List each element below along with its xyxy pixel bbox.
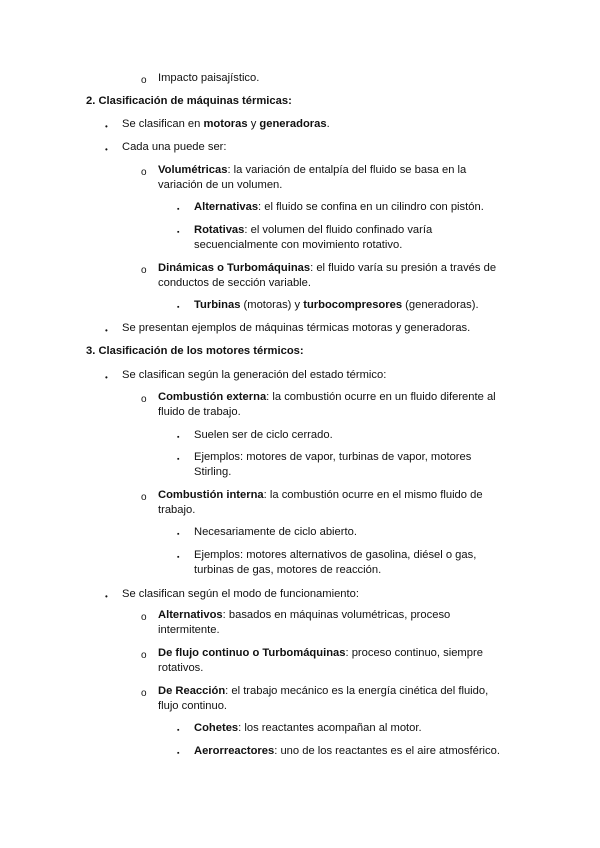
list-item-continuation: flujo continuo. [158,700,228,712]
section-heading-2: 2. Clasificación de máquinas térmicas: [86,95,292,107]
bullet-square: ▪ [177,531,180,538]
list-item: Se clasifican según el modo de funcionamiento: [122,588,359,600]
list-item: Volumétricas: la variación de entalpía del fluido se basa en la [158,164,467,176]
list-item: Alternativos: basados en máquinas volumétricas, proceso [158,609,451,621]
bullet-circle: o [141,688,147,699]
list-item: Se clasifican según la generación del estado térmico: [122,369,387,381]
bullet-circle: o [141,394,147,405]
bullet-square: ▪ [177,727,180,734]
bullet-square: ▪ [177,434,180,441]
bullet-disc: • [105,592,108,601]
list-item-continuation: secuencialmente con movimiento rotativo. [194,239,403,251]
bullet-square: ▪ [177,206,180,213]
bullet-square: ▪ [177,229,180,236]
bullet-circle: o [141,75,147,86]
bullet-disc: • [105,373,108,382]
bullet-disc: • [105,145,108,154]
list-item: Ejemplos: motores alternativos de gasolina, diésel o gas, [194,549,477,561]
list-item: Combustión interna: la combustión ocurre en el mismo fluido de [158,489,483,501]
list-item: Rotativas: el volumen del fluido confinado varía [194,224,433,236]
section-heading-3: 3. Clasificación de los motores térmicos: [86,345,304,357]
bullet-circle: o [141,612,147,623]
list-item: Se presentan ejemplos de máquinas térmicas motoras y generadoras. [122,322,471,334]
list-item-continuation: intermitente. [158,624,220,636]
bullet-circle: o [141,265,147,276]
list-item: Cada una puede ser: [122,141,227,153]
list-item: Aerorreactores: uno de los reactantes es el aire atmosférico. [194,745,500,757]
list-item: Necesariamente de ciclo abierto. [194,526,357,538]
list-item-continuation: fluido de trabajo. [158,406,241,418]
list-item: Turbinas (motoras) y turbocompresores (generadoras). [194,299,479,311]
list-item: Cohetes: los reactantes acompañan al motor. [194,722,422,734]
list-item-continuation: Stirling. [194,466,232,478]
bullet-square: ▪ [177,750,180,757]
bullet-square: ▪ [177,456,180,463]
list-item-continuation: rotativos. [158,662,204,674]
bullet-circle: o [141,492,147,503]
bullet-disc: • [105,326,108,335]
bullet-square: ▪ [177,304,180,311]
list-item: Dinámicas o Turbomáquinas: el fluido varía su presión a través de [158,262,497,274]
bullet-circle: o [141,167,147,178]
list-item-continuation: variación de un volumen. [158,179,283,191]
bullet-square: ▪ [177,554,180,561]
list-item-continuation: turbinas de gas, motores de reacción. [194,564,382,576]
list-item-continuation: trabajo. [158,504,196,516]
list-item: Ejemplos: motores de vapor, turbinas de vapor, motores [194,451,472,463]
list-item-continuation: conductos de sección variable. [158,277,311,289]
list-item: Suelen ser de ciclo cerrado. [194,429,333,441]
list-item: Se clasifican en motoras y generadoras. [122,118,330,130]
list-item: Alternativas: el fluido se confina en un cilindro con pistón. [194,201,484,213]
list-item: De Reacción: el trabajo mecánico es la energía cinética del fluido, [158,685,489,697]
bullet-disc: • [105,122,108,131]
bullet-circle: o [141,650,147,661]
list-item: De flujo continuo o Turbomáquinas: proceso continuo, siempre [158,647,483,659]
list-item: Combustión externa: la combustión ocurre en un fluido diferente al [158,391,496,403]
list-item: Impacto paisajístico. [158,72,260,84]
